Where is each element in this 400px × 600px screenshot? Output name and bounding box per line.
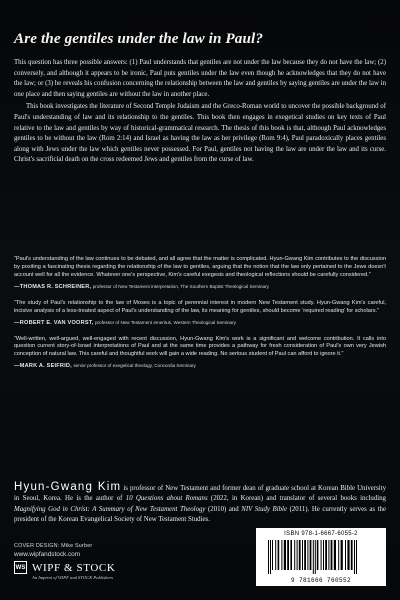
- author-bio-text: (2022, in Korean) and translator of several books including: [207, 495, 386, 503]
- endorsement-schreiner: [14, 256, 386, 291]
- author-bio-text: (2011). He currently serves as the president of the Korean Evangelical Society of New Testament Studies.: [14, 505, 386, 524]
- publisher-logo: [14, 561, 115, 574]
- endorser-title: senior professor of exegetical theology, Concordia Seminary: [73, 363, 196, 369]
- endorser-title: professor of New Testament interpretation, The Southern Baptist Theological Seminary: [92, 283, 269, 289]
- description: [14, 58, 386, 166]
- endorser-name: —ROBERT E. VAN VOORST,: [14, 319, 94, 326]
- description-paragraph-2: This book investigates the literature of Second Temple Judaism and the Greco-Roman world to uncover the possible background of Paul's understanding of law and its relationship to the gentiles. This book then engages in exegetical studies on key texts of Paul relative to the law and gentiles by way of historical-grammatical research. The thesis of this book is that, although Paul acknowledges gentiles to be without the law (Rom 2:14) and Israel as having the law as her privilege (Rom 9:4), Paul paradoxically places gentiles along with Jews under the law which gentiles never possessed. For Paul, gentiles not having the law are under the law and its curse. Christ's sacrificial death on the cross redeemed Jews and gentiles from the curse of law.: [14, 103, 386, 164]
- endorsements: [14, 256, 386, 379]
- endorsement-van-voorst: [14, 300, 386, 327]
- book-title: NIV Study Bible: [241, 505, 287, 513]
- endorsement-text: “The study of Paul's relationship to the law of Moses is a topic of perennial interest in modern New Testament study. Hyun-Gwang Kim's careful, incisive analysis of a less-treated aspect of Paul's understanding of the law, its meaning for gentiles, should become ‘required reading’ for scholars.”: [14, 299, 386, 314]
- author-name: Hyun-Gwang Kim: [14, 481, 122, 493]
- book-title: Magnifying God in Christ: A Summary of New Testament Theology: [14, 505, 206, 513]
- publisher-name: WIPF & STOCK: [32, 561, 116, 574]
- author-bio: [14, 482, 386, 526]
- ws-logo-icon: WS: [14, 561, 27, 574]
- barcode-icon: [266, 540, 376, 574]
- credits: [14, 543, 115, 580]
- endorsement-seifrid: [14, 336, 386, 371]
- publisher-website: www.wipfandstock.com: [14, 551, 81, 558]
- endorser-title: professor of New Testament emeritus, Western Theological Seminary: [94, 319, 236, 325]
- author-bio-text: (2010) and: [205, 505, 242, 513]
- cover-design-credit: COVER DESIGN: Mike Surber: [14, 543, 93, 549]
- description-paragraph-1: This question has three possible answers: (1) Paul understands that gentiles are not under the law because they do not have the law; (2) conversely, and although it appears to be ironic, Paul puts gentiles under the law even though he acknowledges that they do not have the law; or (3) he reveals his confusion concerning the relationship between the law and gentiles by saying gentiles are under the law in one place and then saying gentiles are without the law in another place.: [14, 59, 386, 98]
- endorser-name: —THOMAS R. SCHREINER,: [14, 283, 92, 290]
- endorser-name: —MARK A. SEIFRID,: [14, 363, 72, 370]
- book-title: 10 Questions about Romans: [125, 495, 208, 503]
- barcode: [256, 528, 386, 586]
- endorsement-attribution: [14, 283, 386, 291]
- headline: Are the gentiles under the law in Paul?: [14, 30, 264, 47]
- publisher-imprint: An Imprint of WIPF and STOCK Publishers: [32, 575, 114, 580]
- barcode-digits: 9 781666 760552: [290, 577, 351, 584]
- endorsement-attribution: [14, 362, 386, 370]
- author-bio-text: is professor of New Testament and former dean of graduate school at Korean Bible University in Seoul, Korea. He is the author of: [14, 485, 386, 503]
- endorsement-attribution: [14, 319, 386, 327]
- endorsement-text: “Well-written, well-argued, well-engaged with recent discussion, Hyun-Gwang Kim's work is a significant and welcome contribution. It calls into question current story-of-Israel interpretations of Paul and at the same time provides a pathway for fresh consideration of Paul's own very Jewish conception of natural law. This careful and thoughtful work will gain a wide reading. No serious student of Paul can afford to ignore it.”: [14, 335, 386, 358]
- endorsement-text: “Paul's understanding of the law continues to be debated, and all agree that the matter is complicated. Hyun-Gwang Kim contributes to the discussion by positing a fascinating thesis regarding the relationship of the law to gentiles, arguing that the notion that the law only pertained to the Jews doesn't account well for all the evidence. Whatever one's perspective, Kim's careful exegesis and theological reflections should be carefully considered.”: [14, 256, 386, 278]
- isbn-label: ISBN 978-1-6667-6055-2: [284, 531, 358, 537]
